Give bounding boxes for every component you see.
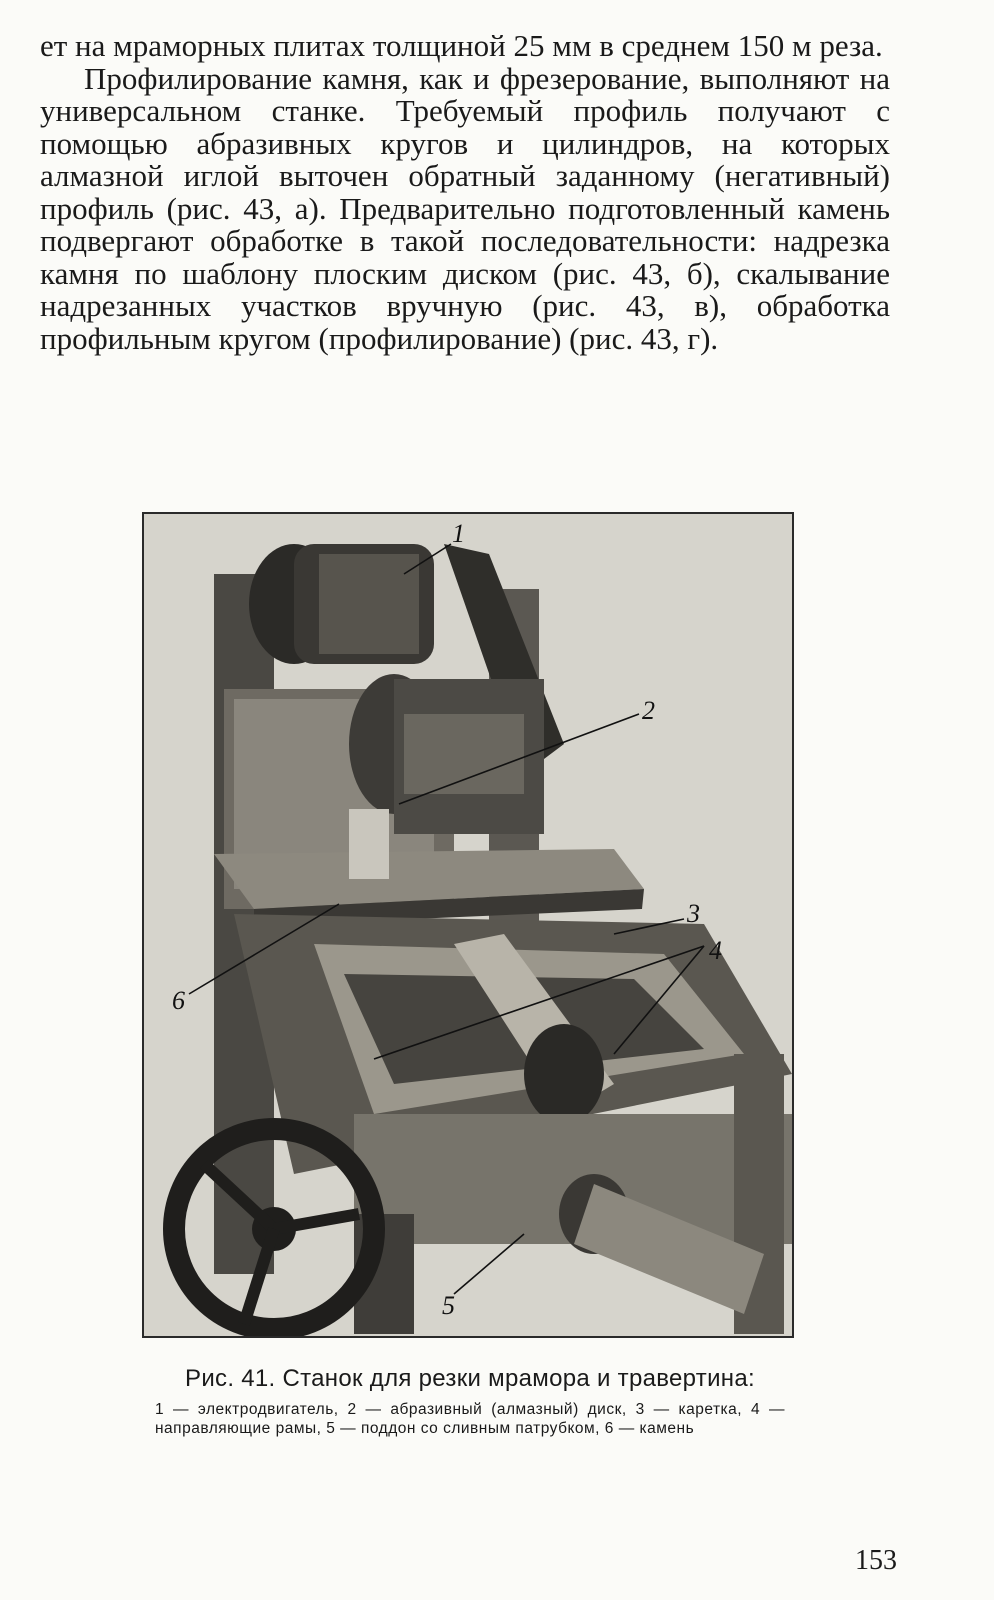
callout-1: 1 [452, 519, 465, 548]
figure-caption-legend: 1 — электродвигатель, 2 — абразивный (алмазный) диск, 3 — каретка, 4 — направляющие рамы, 5 — поддон со сливным патрубком, 6 — камень [155, 1401, 785, 1437]
paragraph-continuation: ет на мраморных плитах толщиной 25 мм в среднем 150 м реза. [40, 28, 883, 63]
page-number: 153 [855, 1545, 897, 1576]
callout-4: 4 [709, 936, 722, 965]
callout-6: 6 [172, 986, 185, 1015]
paragraph-profiling: Профилирование камня, как и фрезерование, выполняют на универсальном станке. Требуемый профиль получают с помощью абразивных кругов и цилиндров, на которых алмазной иглой выточен обратный заданному (негативный) профиль (рис. 43, а). Предварительно подготовленный камень подвергают обработке в такой последовательности: надрезка камня по шаблону плоским диском (рис. 43, б), скалывание надрезанных участков вручную (рис. 43, в), обработка профильным кругом (профилирование) (рис. 43, г). [40, 60, 890, 356]
body-text [40, 30, 890, 355]
figure-photo [142, 512, 794, 1338]
callout-2: 2 [642, 696, 655, 725]
callout-3: 3 [687, 899, 700, 928]
figure-caption-title: Рис. 41. Станок для резки мрамора и травертина: [185, 1365, 755, 1392]
machine-illustration [144, 514, 792, 1336]
callout-5: 5 [442, 1291, 455, 1320]
